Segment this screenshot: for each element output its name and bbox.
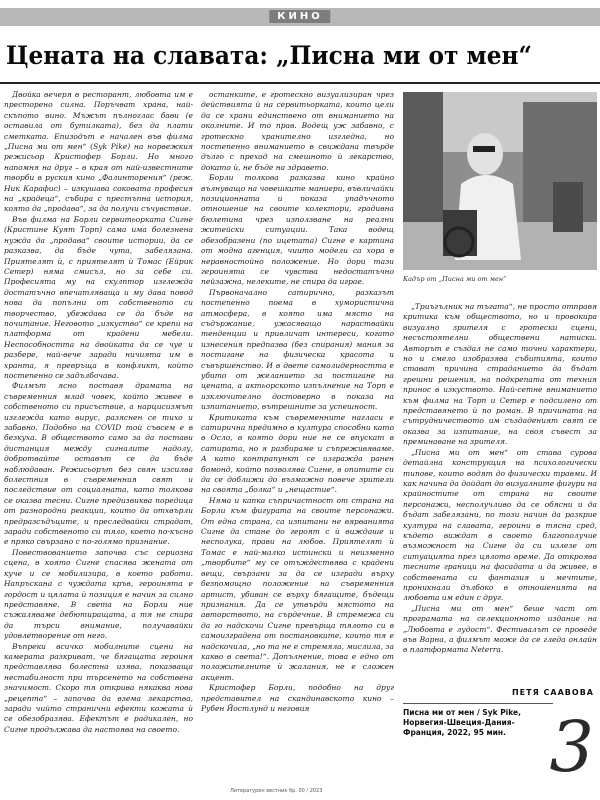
title-divider (0, 82, 600, 84)
film-still-photo (403, 92, 597, 270)
paragraph: Няма и капка съпричастност от страна на Борли към фигурата на своите персонажи. От една страна, са изпитани не вярванията Сигне да стане до героят с ѝ виждаше и несполука, прави на любов. Приятелят ѝ Томас е най-малко истински и неизменно „творбите“ му се отъждествява с крадени вещи, свързани за да се изгради върху безпомощно положение на съвременния артист, убиван се върху бягащите, бъдещи признания. Да се утвърди мястото на авторството, на сърдечние. В стремежа си да го надскочи Сигне превърща тялото си в самоизградена от постановките, които тя е надскочила, „но та не е стремяла, мислила, за какво в света!“. Допълнение, това е едно от положителните ѝ жалания, не е сложен акцент. (201, 495, 394, 682)
paragraph: Първоначално сатирично, разказът постепенно поема в хумористична атмосфера, в която има място на съдържание, ужасяващо нараствайки тенденции и привличат интереси, когато изнесения предпазва (без спирания) мания за постигане на физическа красота и съвършенство. И в двете самолидерността е убито от желанието за постигане на цената, а актьорското изпълнение на Торп е изключително достоверно в показа на изпитанието, вътрешните за успешност. (201, 287, 394, 412)
section-header-bar (0, 8, 600, 26)
section-label: КИНО (269, 10, 330, 23)
paragraph: останките, е гротескно визуализиран чрез действията ѝ на сервитьорката, които цели да се храни единствено от вниманието на околните. И то прав. Водещ уж забавно, с гротескно хранително изгледна, но постепенно вниманието в свиждана твърде дълго с преход на смешното ѝ лекарство, докато ѝ, не бъде на здравето. (201, 90, 394, 172)
page-number: 3 (549, 706, 594, 788)
page-footer: Литературен вестник бр. 00 / 2023 (230, 788, 323, 794)
paragraph: Кристофер Борли, подобно на друг представител на скандинавското кино – Рубен Йостлунд и неговия (201, 683, 394, 713)
paragraph: Повествованието започва със сериозна сцена, в която Сигне спасява жената от куче и се мобилизира, в което работи. Напръскана с чуждата кръв, героинята е гордост и цялата ѝ позиция е начин за силно представяне. В света на Борли ние съжаляваме дебютиращата, а тя не спира да търси внимание, получавайки удовлетворение от него. (4, 547, 193, 641)
paragraph: Филмът ясно поставя драмата на съвременния млад човек, който живее в собственото си присъствие, а нарцисизмът изглежда като вирус, разяснен се тихо и забавно. Подобно на COVID той съвсем е в безкуха. В обществото само за да постави дистанция между сигналите надолу, добротвайте оставът се да бъде наблюдаван. Режисьорът без свян изсилва болестния в съвременния свят и последствие от социалната, като толкова се оказва тесни. Сигне предизвиква поредица от разнородни реакции, които да отхвърли предразсъдъците, и преследвайки страдат, заради собственото си тяло, което по-късно е пряко свързано с по-голямо признание. (4, 381, 193, 547)
paragraph: „Писна ми от мен“ от става сурова детайлна конструкция на психологически типове, които водят до физически травми. И как начина да дойдат до визуалните фигури на крайностите от страна на своите персонажи, несполучливо да се обясни и да бъдат забелязани, по този начин да разкрие култура на славата, героини в тясна сред, където виждат в своето благополучие възможност на Сигне да си излезе от ситуацията през цялото време. Да откроява тесните граници на фасадата и да живее, в собствената си фантазия и мечтите, проникнали дълбоко в отношенията на любовта им един с друг. (403, 447, 597, 603)
paragraph: „Триъгълник на тъгата“, не просто отправя критика към обществото, но и провокира визуално зрителя с гротески сцени, несъстоятелни обществени натиски. Авторът е създал не само точни характери, но и смело изобразява събитията, които стават причина страданието да бъдат грешни решения, на подкрепата от техния принос в изкуството. Най-сетне вниманието към филма на Торп и Сетер е подсилено от представянето ѝ по роман. В причината на сътрудничеството им създаденият свят се оказва за изпитание, на своя съвест за преминаване на зрителя. (403, 302, 597, 447)
paragraph: Във филма на Борли сервитьорката Сигне (Кристине Куят Торп) сама има болезнена нужда да „продава“ своите истории, да се разказва, да бъде чута, забелязана. Приятелят ѝ, с приятелят ѝ Томас (Ейрик Сетер) няма смисъл, но за себе си. Професията му на скулптор изглежда достатъчно впечатляваща и му дава повод нова да попълни от собственото си творчество, убеждава се да бъде на почитание. Неговото „изкуство“ се крепи на платформа от крадени мебели. Неспособността на двойката да се чуе и разбере, най-вече заради ничията им в хранта, я превръща в конфликт, който постепенно се задълбочава. (4, 214, 193, 380)
author-byline: ПЕТЯ СААВОВА (511, 688, 594, 697)
paragraph: Двойка вечеря в ресторант, любовта им е престорено силна. Поръчват храна, най-скъпото вино. Мъжът пълноглас бави (е оставила от бутилката), без да плати сметката. Епизодът е начален във филма „Писна ми от мен“ (Syk Pike) на норвежкия режисьор Кристофер Борли. Но много напомня на друг – в края от най-известните творби в руския кино „Фалинторения“ (реж. Ник Карафис) – изкушава соковата професия на „крадеца“, събира с престъпна история, която да „продава“, за да получи съчувствие. (4, 90, 193, 214)
paragraph: „Писна ми от мен“ беше част от програмата на селекционното издание на „Любовта е лудост“. Фестивалът се проведе във Варна, а филмът може да се гледа онлайн в платформата Neterra. (403, 603, 597, 655)
paragraph: Борли толкова разказва кино крайно вълнуващо на човешките маниери, въвличайки позиционната и показа упадъчното отношение на своите колектори, градивна бюлетина чрез използване на реални житейски ситуации. Така водещ обезобразени (по ицетата) Сигне е картина от модна агенция, чиито модели са хора в неравностойно положение. Но дори тази героинята се чувства недостатъчно пейзажна, нелеките, не спира да играе. (201, 173, 394, 287)
film-credits: Писна ми от мен / Syk Pike, Норвегия-Швеция-Дания-Франция, 2022, 95 мин. (403, 708, 521, 737)
film-still-illustration (403, 92, 597, 270)
photo-caption: Кадър от „Писна ми от мен“ (403, 275, 507, 283)
paragraph: Критиката към съвременните нагласи е сатирична предимно в култура способни като в Осло, в която дори ние не се впускат в сатирата, но я разбираме и съпреживяваме. А като контрапункт се изгражда ранен бомонд, който позволява Сигне, в опитите си да се доближи до възможно повече зрители на своята „болка“ и „нещастие“. (201, 412, 394, 495)
article-column-3 (403, 302, 597, 682)
article-title: Цената на славата: „Писна ми от мен“ (6, 41, 532, 70)
paragraph: Въпреки всичко мобилните сцени на камерата разкриват, че бягащата героиня представлява болестна изява, показваща нестабилност при търсенето на собствена значимост. Скоро тя открива някаква нова „рецепта“ – започва да взема лекарства, заради чийто странични ефекти кожата ѝ се обезобразява. Ефектът е радикален, но Сигне продължава да настоява на своето. (4, 641, 193, 734)
article-column-2 (201, 90, 394, 796)
article-column-1 (4, 90, 193, 796)
credits-divider (403, 703, 553, 704)
